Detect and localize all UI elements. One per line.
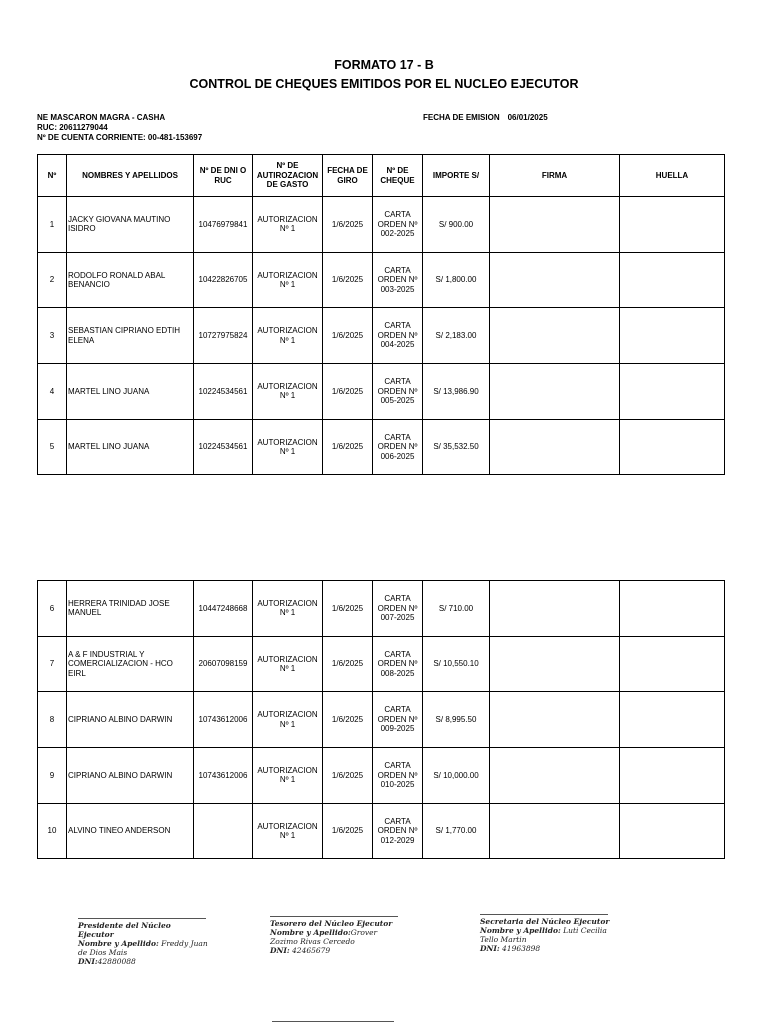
- issue-date-cell: 1/6/2025: [323, 308, 373, 364]
- issue-date: [423, 113, 548, 122]
- table-row: [38, 803, 725, 859]
- signature-name: Luti Cecilia Tello Martin: [480, 926, 607, 944]
- signature-cell: [490, 252, 620, 308]
- signature-line: [480, 914, 608, 915]
- payee-name: HERRERA TRINIDAD JOSE MANUEL: [67, 581, 194, 637]
- bottom-divider: [272, 1021, 394, 1022]
- dni-ruc: 10743612006: [194, 748, 253, 804]
- dni-ruc: 10727975824: [194, 308, 253, 364]
- issue-date-value: 06/01/2025: [507, 113, 548, 122]
- cheque-number: CARTA ORDEN Nº 005-2025: [373, 364, 423, 420]
- signature-name: Freddy Juan de Dios Mais: [78, 939, 208, 957]
- signature-block-president: [78, 918, 208, 966]
- authorization: AUTORIZACION Nº 1: [253, 197, 323, 253]
- fingerprint-cell: [620, 692, 725, 748]
- fingerprint-cell: [620, 636, 725, 692]
- cheque-number: CARTA ORDEN Nº 012-2029: [373, 803, 423, 859]
- entity-name: NE MASCARON MAGRA - CASHA: [37, 113, 166, 122]
- cheque-number: CARTA ORDEN Nº 010-2025: [373, 748, 423, 804]
- issue-date-cell: 1/6/2025: [323, 419, 373, 475]
- signature-block-treasurer: [270, 916, 400, 955]
- authorization: AUTORIZACION Nº 1: [253, 364, 323, 420]
- authorization: AUTORIZACION Nº 1: [253, 748, 323, 804]
- dni-ruc: 20607098159: [194, 636, 253, 692]
- signature-line: [270, 916, 398, 917]
- issue-date-cell: 1/6/2025: [323, 748, 373, 804]
- cheques-table-part1: [37, 154, 725, 475]
- row-number: 10: [38, 803, 67, 859]
- signature-name-label: Nombre y Apellido:: [480, 926, 561, 935]
- row-number: 3: [38, 308, 67, 364]
- dni-ruc: 10224534561: [194, 364, 253, 420]
- amount: S/ 1,770.00: [423, 803, 490, 859]
- table-row: [38, 419, 725, 475]
- payee-name: CIPRIANO ALBINO DARWIN: [67, 748, 194, 804]
- cheque-number: CARTA ORDEN Nº 009-2025: [373, 692, 423, 748]
- column-header: HUELLA: [620, 155, 725, 197]
- row-number: 2: [38, 252, 67, 308]
- table-header-row: [38, 155, 725, 197]
- issue-date-cell: 1/6/2025: [323, 692, 373, 748]
- amount: S/ 1,800.00: [423, 252, 490, 308]
- signature-title: Secretaria del Núcleo Ejecutor: [480, 917, 610, 926]
- cheque-number: CARTA ORDEN Nº 007-2025: [373, 581, 423, 637]
- issue-date-cell: 1/6/2025: [323, 636, 373, 692]
- amount: S/ 13,986.90: [423, 364, 490, 420]
- signature-line: [78, 918, 206, 919]
- amount: S/ 900.00: [423, 197, 490, 253]
- amount: S/ 2,183.00: [423, 308, 490, 364]
- dni-ruc: 10422826705: [194, 252, 253, 308]
- row-number: 9: [38, 748, 67, 804]
- row-number: 8: [38, 692, 67, 748]
- fingerprint-cell: [620, 308, 725, 364]
- dni-ruc: [194, 803, 253, 859]
- signature-cell: [490, 692, 620, 748]
- signature-dni: 42880088: [97, 957, 136, 966]
- fingerprint-cell: [620, 252, 725, 308]
- payee-name: RODOLFO RONALD ABAL BENANCIO: [67, 252, 194, 308]
- signature-name-label: Nombre y Apellido:: [78, 939, 159, 948]
- payee-name: A & F INDUSTRIAL Y COMERCIALIZACION - HCO EIRL: [67, 636, 194, 692]
- signature-dni-label: DNI:: [78, 957, 98, 966]
- document-title: FORMATO 17 - B: [334, 58, 434, 72]
- fingerprint-cell: [620, 581, 725, 637]
- row-number: 7: [38, 636, 67, 692]
- signature-dni-label: DNI:: [270, 946, 290, 955]
- column-header: Nº DE AUTIROZACION DE GASTO: [253, 155, 323, 197]
- payee-name: JACKY GIOVANA MAUTINO ISIDRO: [67, 197, 194, 253]
- fingerprint-cell: [620, 803, 725, 859]
- signature-title: Presidente del Núcleo Ejecutor: [78, 921, 171, 939]
- signature-cell: [490, 636, 620, 692]
- signature-cell: [490, 581, 620, 637]
- cheque-number: CARTA ORDEN Nº 004-2025: [373, 308, 423, 364]
- signature-cell: [490, 748, 620, 804]
- payee-name: ALVINO TINEO ANDERSON: [67, 803, 194, 859]
- row-number: 6: [38, 581, 67, 637]
- amount: S/ 10,000.00: [423, 748, 490, 804]
- signature-cell: [490, 803, 620, 859]
- dni-ruc: 10447248668: [194, 581, 253, 637]
- row-number: 1: [38, 197, 67, 253]
- fingerprint-cell: [620, 419, 725, 475]
- table-row: [38, 308, 725, 364]
- authorization: AUTORIZACION Nº 1: [253, 692, 323, 748]
- signature-cell: [490, 364, 620, 420]
- issue-date-cell: 1/6/2025: [323, 581, 373, 637]
- table-row: [38, 364, 725, 420]
- issue-date-label: FECHA DE EMISION: [423, 113, 500, 122]
- table-row: [38, 197, 725, 253]
- column-header: Nº DE CHEQUE: [373, 155, 423, 197]
- column-header: NOMBRES Y APELLIDOS: [67, 155, 194, 197]
- payee-name: SEBASTIAN CIPRIANO EDTIH ELENA: [67, 308, 194, 364]
- signature-title: Tesorero del Núcleo Ejecutor: [270, 919, 393, 928]
- fingerprint-cell: [620, 197, 725, 253]
- authorization: AUTORIZACION Nº 1: [253, 419, 323, 475]
- signature-cell: [490, 419, 620, 475]
- authorization: AUTORIZACION Nº 1: [253, 803, 323, 859]
- column-header: Nº DE DNI O RUC: [194, 155, 253, 197]
- amount: S/ 10,550.10: [423, 636, 490, 692]
- table-row: [38, 692, 725, 748]
- table-row: [38, 252, 725, 308]
- amount: S/ 710.00: [423, 581, 490, 637]
- ruc-text: RUC: 20611279044: [37, 123, 108, 132]
- payee-name: CIPRIANO ALBINO DARWIN: [67, 692, 194, 748]
- dni-ruc: 10224534561: [194, 419, 253, 475]
- payee-name: MARTEL LINO JUANA: [67, 364, 194, 420]
- document-subtitle: CONTROL DE CHEQUES EMITIDOS POR EL NUCLEO EJECUTOR: [189, 77, 579, 91]
- authorization: AUTORIZACION Nº 1: [253, 252, 323, 308]
- cheque-number: CARTA ORDEN Nº 006-2025: [373, 419, 423, 475]
- fingerprint-cell: [620, 748, 725, 804]
- table-row: [38, 748, 725, 804]
- fingerprint-cell: [620, 364, 725, 420]
- signature-name: Grover Zozimo Rivas Cercedo: [270, 928, 378, 946]
- signature-dni: 41963898: [502, 944, 541, 953]
- signature-dni: 42465679: [292, 946, 331, 955]
- authorization: AUTORIZACION Nº 1: [253, 581, 323, 637]
- amount: S/ 35,532.50: [423, 419, 490, 475]
- issue-date-cell: 1/6/2025: [323, 197, 373, 253]
- column-header: FIRMA: [490, 155, 620, 197]
- cheque-number: CARTA ORDEN Nº 003-2025: [373, 252, 423, 308]
- signature-cell: [490, 197, 620, 253]
- cheque-number: CARTA ORDEN Nº 008-2025: [373, 636, 423, 692]
- signature-dni-label: DNI:: [480, 944, 500, 953]
- authorization: AUTORIZACION Nº 1: [253, 636, 323, 692]
- column-header: IMPORTE S/: [423, 155, 490, 197]
- cheques-table-part2: [37, 580, 725, 859]
- table-row: [38, 581, 725, 637]
- cheque-number: CARTA ORDEN Nº 002-2025: [373, 197, 423, 253]
- signature-cell: [490, 308, 620, 364]
- issue-date-cell: 1/6/2025: [323, 803, 373, 859]
- dni-ruc: 10743612006: [194, 692, 253, 748]
- column-header: FECHA DE GIRO: [323, 155, 373, 197]
- row-number: 4: [38, 364, 67, 420]
- authorization: AUTORIZACION Nº 1: [253, 308, 323, 364]
- payee-name: MARTEL LINO JUANA: [67, 419, 194, 475]
- row-number: 5: [38, 419, 67, 475]
- issue-date-cell: 1/6/2025: [323, 252, 373, 308]
- account-number: Nº DE CUENTA CORRIENTE: 00-481-153697: [37, 133, 203, 142]
- signature-name-label: Nombre y Apellido:: [270, 928, 351, 937]
- amount: S/ 8,995.50: [423, 692, 490, 748]
- signature-block-secretary: [480, 914, 610, 953]
- table-row: [38, 636, 725, 692]
- issue-date-cell: 1/6/2025: [323, 364, 373, 420]
- column-header: Nº: [38, 155, 67, 197]
- dni-ruc: 10476979841: [194, 197, 253, 253]
